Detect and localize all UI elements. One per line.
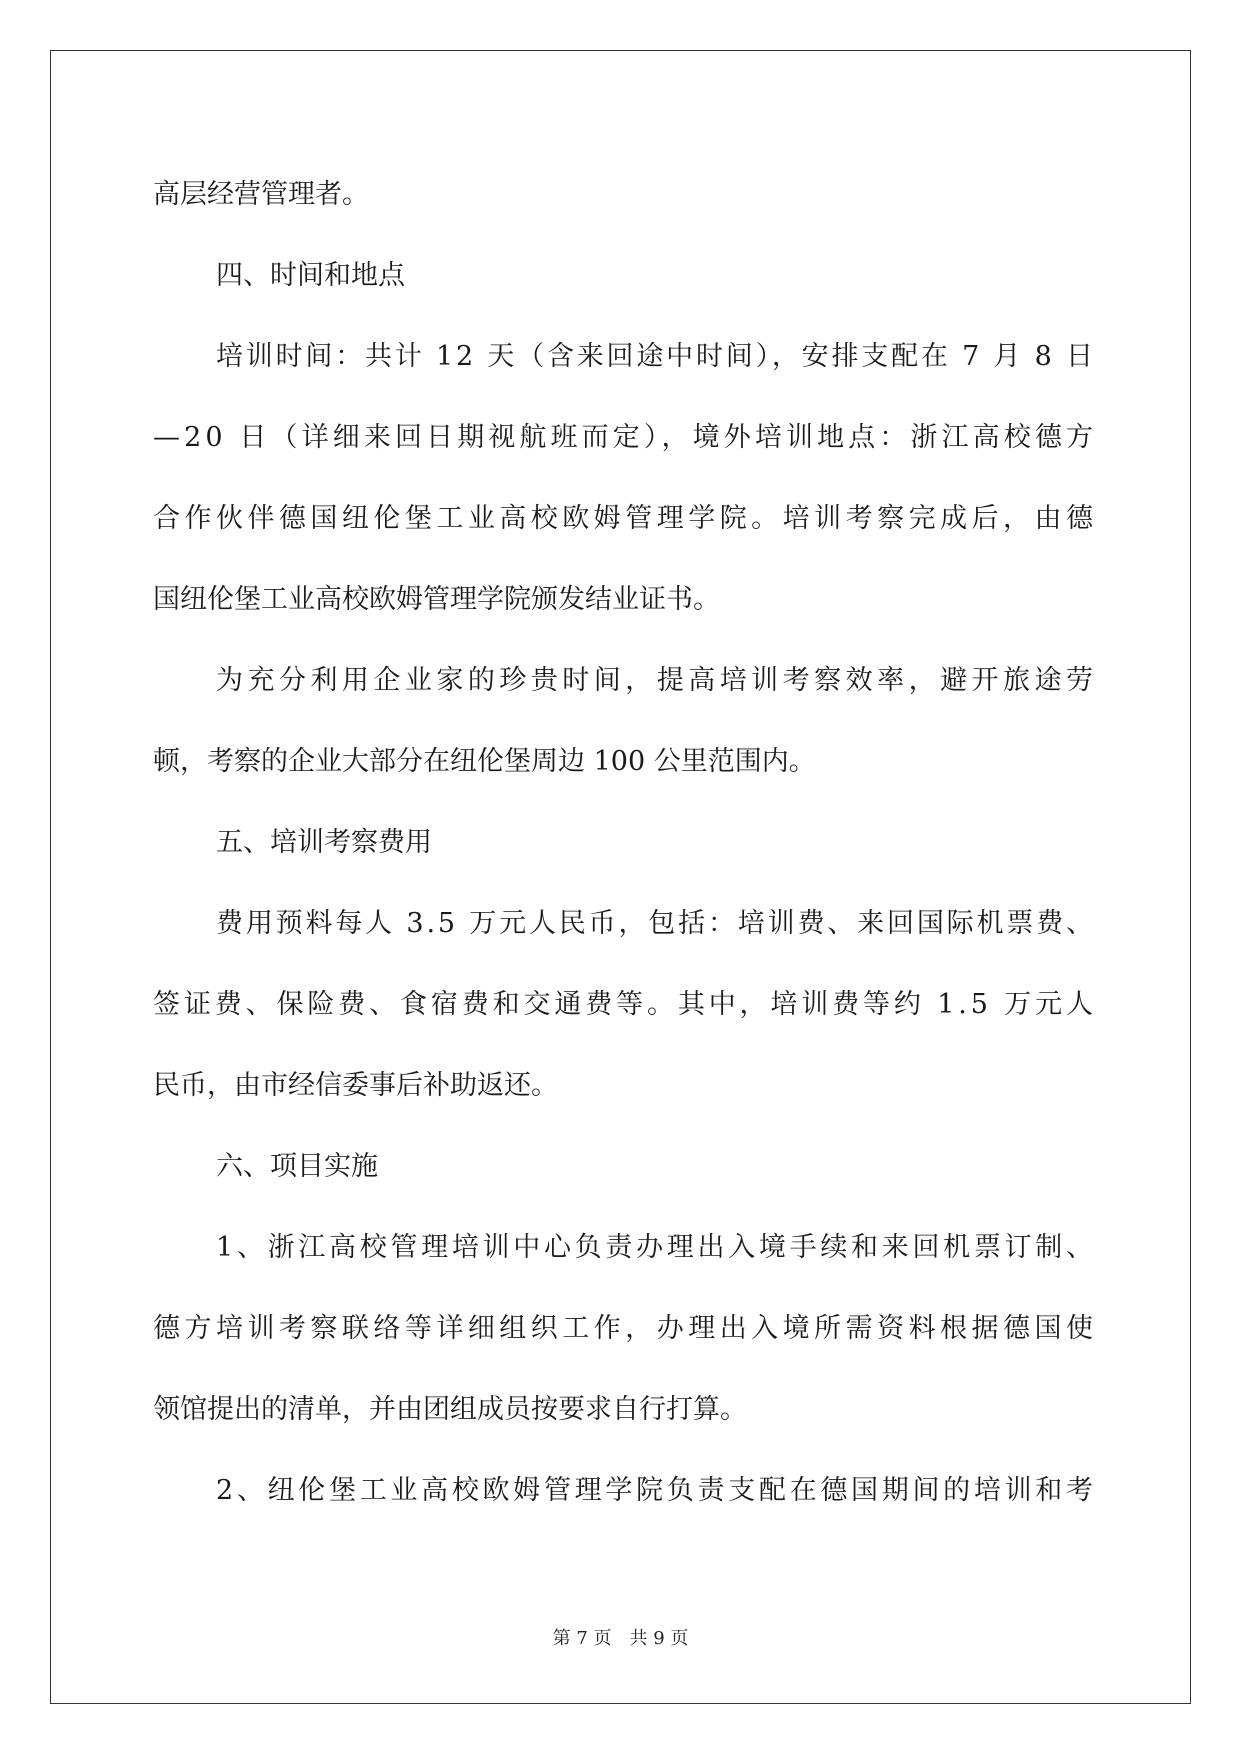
paragraph-line: —20 日（详细来回日期视航班而定），境外培训地点：浙江高校德方 (153, 422, 1098, 453)
document-body (153, 154, 1098, 1531)
page-footer (0, 1624, 1241, 1650)
paragraph-line: 2、纽伦堡工业高校欧姆管理学院负责支配在德国期间的培训和考 (216, 1475, 1097, 1506)
page-number: 第 7 页 (552, 1628, 612, 1649)
paragraph-line: 民币，由市经信委事后补助返还。 (153, 1070, 558, 1101)
paragraph-line: 为充分利用企业家的珍贵时间，提高培训考察效率，避开旅途劳 (216, 665, 1098, 696)
paragraph-line: 德方培训考察联络等详细组织工作，办理出入境所需资料根据德国使 (153, 1313, 1098, 1344)
section-heading-costs: 五、培训考察费用 (216, 827, 432, 858)
paragraph-line: 国纽伦堡工业高校欧姆管理学院颁发结业证书。 (153, 584, 720, 615)
paragraph-line: 顿，考察的企业大部分在纽伦堡周边 100 公里范围内。 (153, 746, 816, 777)
paragraph-line: 签证费、保险费、食宿费和交通费等。其中，培训费等约 1.5 万元人 (153, 989, 1097, 1020)
page-total: 共 9 页 (629, 1628, 689, 1649)
paragraph-line: 费用预料每人 3.5 万元人民币，包括：培训费、来回国际机票费、 (216, 908, 1096, 939)
paragraph-line: 培训时间：共计 12 天（含来回途中时间），安排支配在 7 月 8 日 (216, 341, 1096, 372)
section-heading-time-place: 四、时间和地点 (216, 260, 405, 291)
paragraph-line: 合作伙伴德国纽伦堡工业高校欧姆管理学院。培训考察完成后，由德 (153, 503, 1098, 534)
section-heading-implementation: 六、项目实施 (216, 1151, 378, 1182)
paragraph-line: 领馆提出的清单，并由团组成员按要求自行打算。 (153, 1394, 747, 1425)
paragraph-line: 1、浙江高校管理培训中心负责办理出入境手续和来回机票订制、 (216, 1232, 1097, 1263)
paragraph-line: 高层经营管理者。 (153, 179, 369, 210)
